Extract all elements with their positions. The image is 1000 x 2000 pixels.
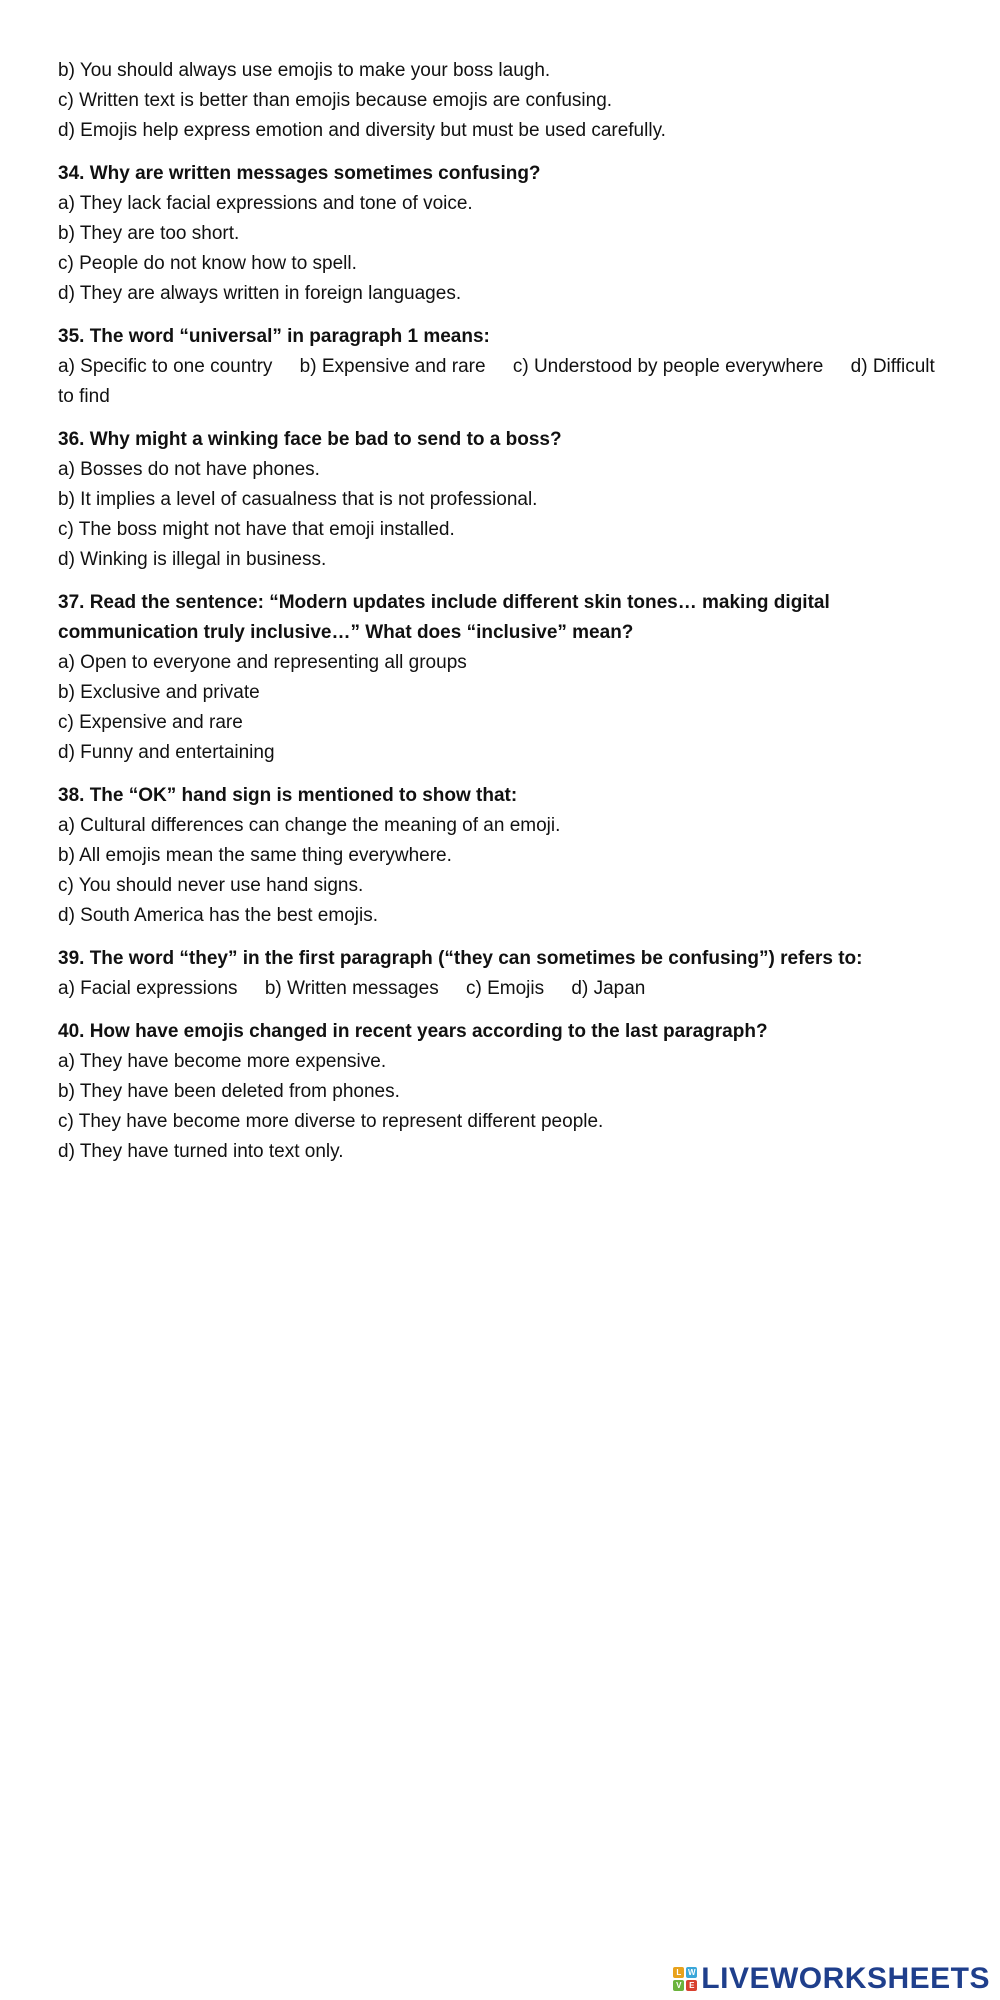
option-text: c) You should never use hand signs. (58, 875, 364, 896)
question-title: 35. The word “universal” in paragraph 1 means: (58, 326, 490, 347)
option-text: c) Emojis (465, 978, 545, 999)
question-title: 39. The word “they” in the first paragraph (“they can sometimes be confusing”) refers to: (58, 948, 863, 969)
option-text: a) Open to everyone and representing all groups (58, 652, 467, 673)
question-40 (58, 1017, 938, 1167)
option-text: c) Understood by people everywhere (512, 356, 824, 377)
liveworksheets-logo (673, 1962, 990, 1996)
option-text: d) Winking is illegal in business. (58, 549, 327, 570)
question-title: 38. The “OK” hand sign is mentioned to show that: (58, 785, 518, 806)
question-38 (58, 781, 938, 931)
logo-grid-icon (673, 1967, 697, 1991)
option-text: b) You should always use emojis to make your boss laugh. (58, 60, 551, 81)
inline-options (58, 974, 938, 1004)
question-title: 37. Read the sentence: “Modern updates include different skin tones… making digital communication truly inclusive…” What does “inclusive” mean? (58, 592, 830, 643)
option-text: a) Facial expressions (58, 978, 238, 999)
question-39 (58, 944, 938, 1004)
option-text: b) Exclusive and private (58, 682, 260, 703)
option-text: a) Specific to one country (58, 356, 273, 377)
option-text: c) People do not know how to spell. (58, 253, 357, 274)
option-text: a) Cultural differences can change the meaning of an emoji. (58, 815, 561, 836)
logo-cell: L (673, 1967, 684, 1978)
logo-cell: E (686, 1980, 697, 1991)
option-text: d) Difficult to find (58, 356, 935, 407)
question-35 (58, 322, 938, 412)
option-text: b) They are too short. (58, 223, 240, 244)
option-text: a) Bosses do not have phones. (58, 459, 320, 480)
option-text: b) Expensive and rare (299, 356, 486, 377)
option-text: d) Funny and entertaining (58, 742, 275, 763)
option-text: d) They have turned into text only. (58, 1141, 344, 1162)
logo-cell: W (688, 1968, 696, 1977)
option-text: d) Emojis help express emotion and diversity but must be used carefully. (58, 120, 666, 141)
question-title: 40. How have emojis changed in recent years according to the last paragraph? (58, 1021, 768, 1042)
worksheet-page (58, 56, 938, 1167)
intro-options (58, 56, 938, 146)
question-title: 36. Why might a winking face be bad to send to a boss? (58, 429, 562, 450)
option-text: c) They have become more diverse to represent different people. (58, 1111, 604, 1132)
logo-cell: V (673, 1980, 684, 1991)
question-34 (58, 159, 938, 309)
option-text: b) All emojis mean the same thing everywhere. (58, 845, 452, 866)
option-text: c) Expensive and rare (58, 712, 243, 733)
option-text: b) They have been deleted from phones. (58, 1081, 400, 1102)
option-text: d) They are always written in foreign languages. (58, 283, 462, 304)
option-text: b) Written messages (264, 978, 439, 999)
logo-text: LIVEWORKSHEETS (701, 1962, 990, 1995)
question-title: 34. Why are written messages sometimes confusing? (58, 163, 541, 184)
option-text: a) They lack facial expressions and tone of voice. (58, 193, 473, 214)
option-text: b) It implies a level of casualness that is not professional. (58, 489, 538, 510)
option-text: c) Written text is better than emojis because emojis are confusing. (58, 90, 613, 111)
option-text: d) Japan (571, 978, 646, 999)
option-text: c) The boss might not have that emoji installed. (58, 519, 455, 540)
question-37 (58, 588, 938, 768)
option-text: d) South America has the best emojis. (58, 905, 378, 926)
option-text: a) They have become more expensive. (58, 1051, 387, 1072)
question-36 (58, 425, 938, 575)
inline-options (58, 352, 938, 412)
